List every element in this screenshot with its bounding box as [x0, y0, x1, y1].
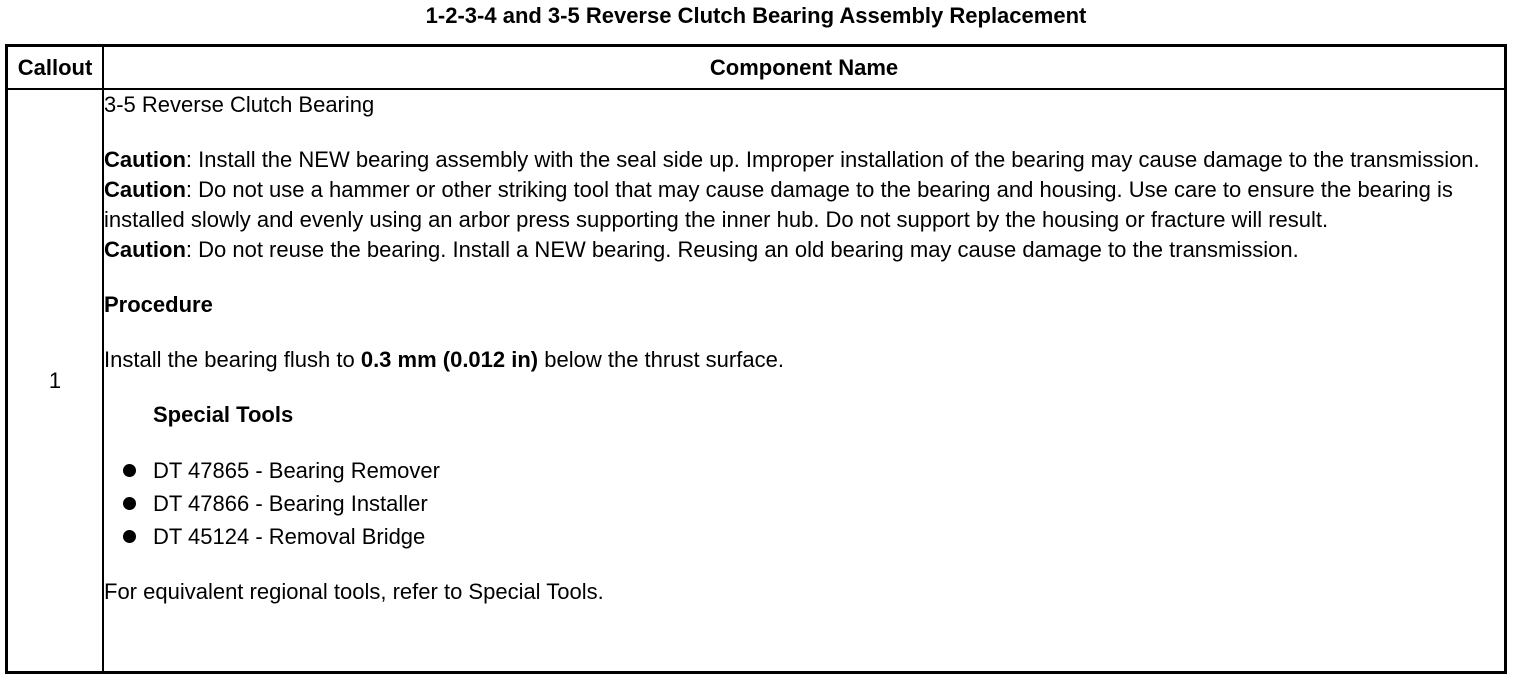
component-details [103, 89, 1506, 673]
callout-number: 1 [7, 89, 104, 673]
caution-note [104, 145, 1504, 175]
procedure-spec: 0.3 mm (0.012 in) [360, 347, 539, 372]
list-item [104, 520, 1504, 553]
special-tools-list [104, 454, 1504, 553]
table-header-row [7, 46, 1506, 90]
bullet-icon [123, 464, 136, 477]
list-item [104, 454, 1504, 487]
caution-label: Caution [104, 177, 186, 202]
page-title: 1-2-3-4 and 3-5 Reverse Clutch Bearing Assembly Replacement [425, 3, 1087, 28]
bullet-icon [123, 530, 136, 543]
procedure-heading: Procedure [104, 292, 213, 317]
bullet-icon [123, 497, 136, 510]
component-table [5, 44, 1507, 674]
tool-name: DT 47865 - Bearing Remover [153, 458, 440, 483]
procedure-step [104, 345, 1504, 375]
caution-label: Caution [104, 147, 186, 172]
regional-tools-note: For equivalent regional tools, refer to Special Tools. [104, 579, 604, 604]
caution-text: : Install the NEW bearing assembly with the seal side up. Improper installation of the bearing may cause damage to the transmission. [185, 147, 1480, 172]
tool-name: DT 45124 - Removal Bridge [153, 524, 426, 549]
caution-label: Caution [104, 237, 186, 262]
procedure-text-after: below the thrust surface. [538, 347, 784, 372]
caution-text: : Do not reuse the bearing. Install a NEW bearing. Reusing an old bearing may cause damage to the transmission. [185, 237, 1299, 262]
component-name: 3-5 Reverse Clutch Bearing [104, 92, 375, 117]
table-row [7, 89, 1506, 673]
caution-note [104, 235, 1504, 265]
list-item [104, 487, 1504, 520]
component-name-header: Component Name [103, 46, 1506, 90]
caution-text: : Do not use a hammer or other striking tool that may cause damage to the bearing and housing. Use care to ensure the bearing is installed slowly and evenly using an arbor press supporting the inner hub. Do not support by the housing or fracture will result. [104, 177, 1453, 232]
caution-note [104, 175, 1504, 235]
tool-name: DT 47866 - Bearing Installer [153, 491, 428, 516]
callout-header: Callout [7, 46, 104, 90]
procedure-text-before: Install the bearing flush to [104, 347, 361, 372]
special-tools-heading: Special Tools [153, 402, 294, 427]
